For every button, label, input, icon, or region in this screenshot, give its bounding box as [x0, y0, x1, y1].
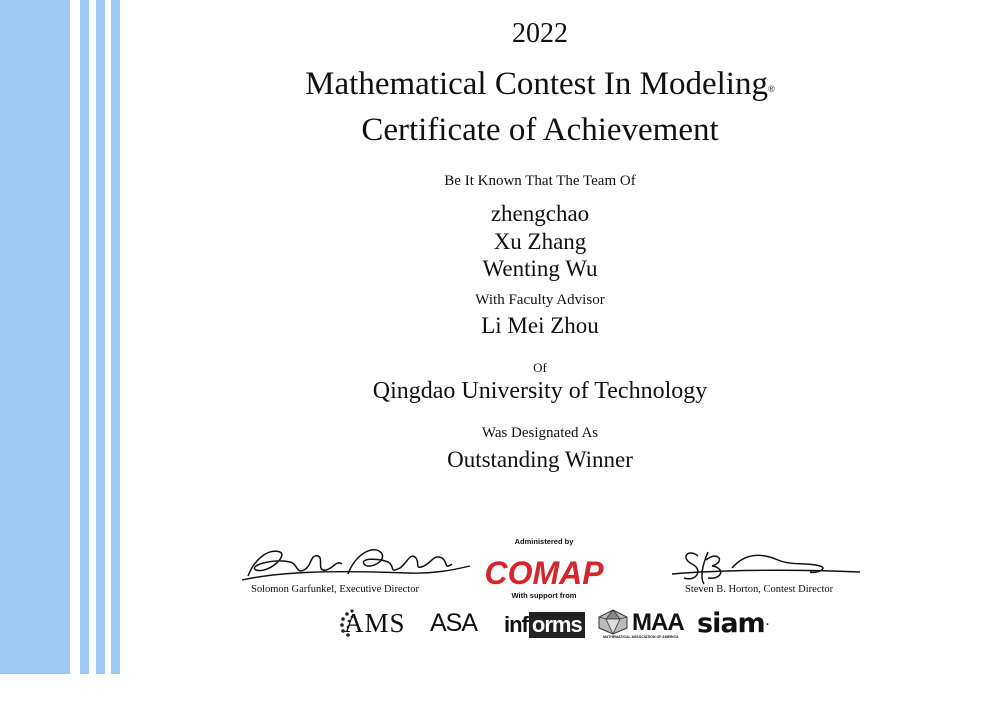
- siam-mark: .: [765, 618, 769, 628]
- award-designation: Outstanding Winner: [447, 447, 633, 472]
- decorative-stripe: [96, 0, 105, 674]
- decorative-stripe: [80, 0, 89, 674]
- contest-name-text: Mathematical Contest In Modeling: [305, 66, 768, 102]
- siam-text: siam: [697, 607, 765, 639]
- comap-logo-text: COMAP: [484, 555, 604, 591]
- asa-logo: ASA: [430, 608, 478, 637]
- of-label: Of: [533, 360, 547, 375]
- comap-logo: [484, 552, 604, 592]
- team-intro: Be It Known That The Team Of: [444, 173, 636, 189]
- institution-name: Qingdao University of Technology: [372, 378, 708, 404]
- informs-box: orms: [529, 612, 585, 638]
- executive-director-caption: Solomon Garfunkel, Executive Director: [251, 584, 419, 595]
- decorative-stripe: [111, 0, 120, 674]
- maa-polyhedron-icon: [596, 608, 630, 636]
- decorative-stripe-wide: [0, 0, 70, 674]
- designation-label: Was Designated As: [481, 425, 599, 441]
- advisor-name: Li Mei Zhou: [481, 313, 599, 338]
- contest-year: 2022: [512, 18, 568, 49]
- informs-prefix: inf: [504, 611, 528, 637]
- advisor-label: With Faculty Advisor: [475, 292, 605, 308]
- team-member: Wenting Wu: [482, 256, 598, 281]
- maa-logo: MAA: [632, 609, 684, 636]
- maa-subtitle: MATHEMATICAL ASSOCIATION OF AMERICA: [603, 635, 679, 639]
- siam-logo: [697, 607, 768, 639]
- ams-logo: AMS: [344, 607, 406, 638]
- certificate-title: Certificate of Achievement: [361, 112, 719, 148]
- informs-logo: [504, 612, 585, 637]
- registered-mark: ®: [767, 84, 775, 94]
- team-member: zhengchao: [490, 201, 590, 226]
- support-label: With support from: [511, 591, 577, 600]
- contest-name: [120, 66, 960, 103]
- contest-director-signature: [668, 544, 864, 588]
- team-member: Xu Zhang: [493, 229, 587, 254]
- administered-by-label: Administered by: [514, 537, 574, 546]
- executive-director-signature: [238, 540, 473, 588]
- contest-director-caption: Steven B. Horton, Contest Director: [685, 584, 834, 595]
